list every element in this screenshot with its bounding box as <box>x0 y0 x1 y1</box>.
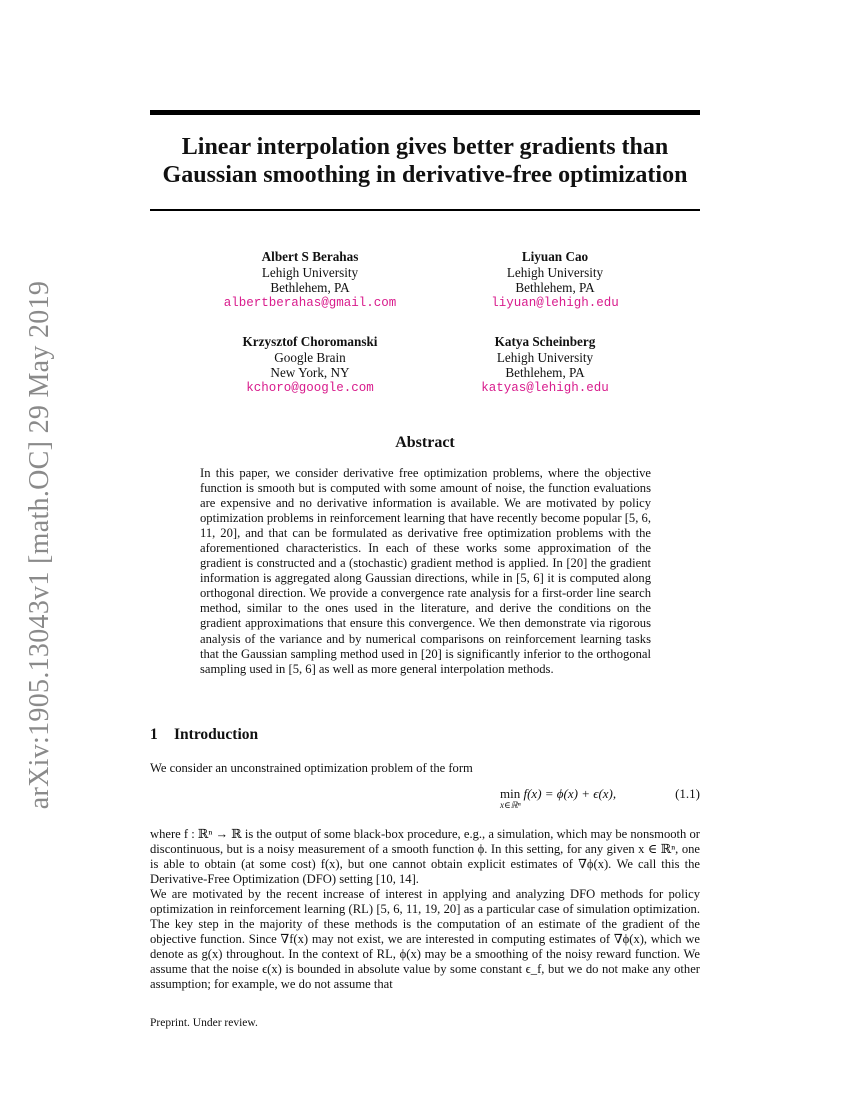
equation-subscript: x∈ℝⁿ <box>500 800 521 810</box>
author-block-1 <box>200 249 420 311</box>
author-name: Albert S Berahas <box>261 249 359 264</box>
author-affiliation: Lehigh University <box>506 264 604 280</box>
equation-expression: f(x) = ϕ(x) + ϵ(x), <box>523 786 617 801</box>
intro-paragraph-2: where f : ℝⁿ → ℝ is the output of some black-box procedure, e.g., a simulation, which may be nonsmooth or discontinuous, but is a noisy measurement of a smooth function ϕ. In this setting, for any given x ∈ ℝⁿ, one is able to obtain (at some cost) f(x), but one cannot obtain explicit estimates of ∇ϕ(x). We call this the Derivative-Free Optimization (DFO) setting [10, 14]. <box>150 827 700 887</box>
equation-number: (1.1) <box>675 786 700 801</box>
title-bottom-rule <box>150 209 700 211</box>
paper-title: Linear interpolation gives better gradients than Gaussian smoothing in derivative-free optimization <box>162 134 688 188</box>
preprint-footer: Preprint. Under review. <box>150 1017 258 1029</box>
author-location: New York, NY <box>270 365 350 380</box>
author-email[interactable]: kchoro@google.com <box>246 380 374 395</box>
section-title: Introduction <box>174 726 259 743</box>
author-affiliation: Lehigh University <box>496 349 594 365</box>
author-block-2 <box>445 249 665 311</box>
equation-1-1 <box>150 786 700 816</box>
abstract-text: In this paper, we consider derivative free optimization problems, where the objective function is smooth but is computed with some amount of noise, the function evaluations are expensive and no derivative information is available. We are motivated by policy optimization problems in reinforcement learning that have recently become popular [5, 6, 11, 20], and that can be formulated as derivative free optimization problems with the aforementioned characteristics. In each of these works some approximation of the gradient is constructed and a (stochastic) gradient method is applied. In [20] the gradient information is aggregated along Gaussian directions, while in [5, 6] it is computed along orthogonal direction. We provide a convergence rate analysis for a first-order line search method, similar to the ones used in the literature, and derive the conditions on the gradient approximations that ensure this convergence. We then demonstrate via rigorous analysis of the variance and by numerical comparisons on reinforcement learning tasks that the Gaussian sampling method used in [20] is significantly inferior to the orthogonal sampling used in [5, 6] as well as more general interpolation methods. <box>200 466 651 676</box>
intro-paragraph-1: We consider an unconstrained optimization problem of the form <box>150 761 473 775</box>
arxiv-identifier: arXiv:1905.13043v1 [math.OC] 29 May 2019 <box>24 280 56 810</box>
author-block-3 <box>200 334 420 396</box>
intro-paragraph-3: We are motivated by the recent increase of interest in applying and analyzing DFO methods for policy optimization in reinforcement learning (RL) [5, 6, 11, 19, 20] as a particular case of simulation optimization. The key step in the majority of these methods is the computation of an estimate of the gradient of the objective function. Since ∇f(x) may not exist, we are interested in computing estimates of ∇ϕ(x), which we denote as g(x) throughout. In the context of RL, ϕ(x) may be a smoothing of the noisy reward function. We assume that the noise ϵ(x) is bounded in absolute value by some constant ϵ_f, but we do not make any other assumption; for example, we do not assume that <box>150 887 700 992</box>
author-affiliation: Google Brain <box>274 349 346 365</box>
author-location: Bethlehem, PA <box>515 280 595 295</box>
author-location: Bethlehem, PA <box>505 365 585 380</box>
author-name: Katya Scheinberg <box>494 334 596 349</box>
equation-body <box>500 786 617 810</box>
section-heading <box>150 726 258 744</box>
author-block-4 <box>435 334 655 396</box>
author-email[interactable]: albertberahas@gmail.com <box>223 295 397 310</box>
section-number: 1 <box>150 726 158 743</box>
abstract-heading: Abstract <box>395 434 455 451</box>
author-name: Krzysztof Choromanski <box>242 334 378 349</box>
title-top-rule <box>150 110 700 115</box>
equation-min-operator: min <box>500 786 521 801</box>
author-email[interactable]: liyuan@lehigh.edu <box>491 295 619 310</box>
author-name: Liyuan Cao <box>521 249 589 264</box>
author-affiliation: Lehigh University <box>261 264 359 280</box>
arxiv-side-stamp <box>20 265 60 825</box>
author-location: Bethlehem, PA <box>270 280 350 295</box>
author-email[interactable]: katyas@lehigh.edu <box>481 380 609 395</box>
